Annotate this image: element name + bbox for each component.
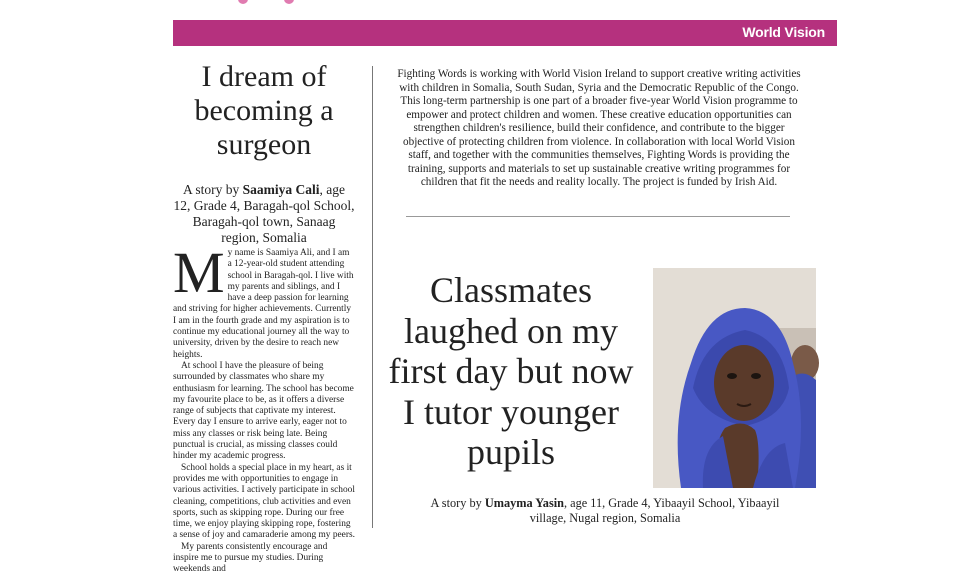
story1-byline	[173, 182, 355, 246]
drop-cap: M	[173, 240, 225, 305]
paragraph: School holds a special place in my heart, as it provides me with opportunities to engage in various activities. I actively participate in school cleaning, competitions, club activities and even sports, such as skipping rope. During our free time, we enjoy playing skipping rope, fostering a sense of joy and camaraderie among my peers.	[173, 462, 355, 541]
section-divider	[406, 216, 790, 217]
story2-title: Classmates laughed on my first day but now I tutor younger pupils	[388, 270, 634, 472]
story1-title: I dream of becoming a surgeon	[194, 60, 334, 161]
column-divider	[372, 66, 373, 528]
banner-label: World Vision	[742, 24, 825, 40]
paragraph	[173, 240, 355, 361]
byline-prefix: A story by	[182, 182, 243, 197]
intro-paragraph: Fighting Words is working with World Vision Ireland to support creative writing activities with children in Somalia, South Sudan, Syria and the Democratic Republic of the Congo. This long-term partnership is one part of a broader five-year World Vision programme to empower and protect children and women. These creative education opportunities can strengthen children's resilience, build their confidence, and contribute to the bigger objective of protecting children from violence. In collaboration with local World Vision staff, and together with the communities themselves, Fighting Words is providing the training, supports and materials to set up sustainable creative writing programmes for children that fit the needs and reality locally. The project is funded by Irish Aid.	[397, 68, 801, 188]
section-banner	[173, 20, 837, 46]
paragraph: At school I have the pleasure of being surrounded by classmates who share my enthusiasm for learning. The school has become my favourite place to be, as it offers a diverse range of subjects that captivate my interest. Every day I ensure to arrive early, eager not to miss any classes or risk being late. Being punctual is crucial, as missing classes could hinder my academic progress.	[173, 360, 354, 462]
story1-header	[173, 60, 355, 246]
byline-prefix: A story by	[430, 496, 485, 510]
story1-author: Saamiya Cali	[242, 182, 320, 197]
story1-body	[173, 240, 355, 575]
paragraph: My parents consistently encourage and inspire me to pursue my studies. During weekends and	[173, 541, 328, 575]
byline-details: , age 12, Grade 4, Baragah-qol School, Baragah-qol town, Sanaag region, Somalia	[173, 182, 355, 245]
story2-author: Umayma Yasin	[484, 496, 564, 510]
student-photo	[653, 268, 816, 488]
paragraph-text: y name is Saamiya Ali, and I am a 12-year-old student attending school in Baragah-qol. I live with my parents and siblings, and I have a deep passion for learning and striving for higher achievements. Currently I am in the fourth grade and my aspiration is to continue my educational journey all the way to university, driven by the desire to reach new heights.	[173, 248, 354, 360]
decorative-dots	[238, 0, 298, 12]
story2-byline	[420, 496, 790, 526]
byline-details: , age 11, Grade 4, Yibaayil School, Yibaayil village, Nugal region, Somalia	[529, 496, 780, 525]
